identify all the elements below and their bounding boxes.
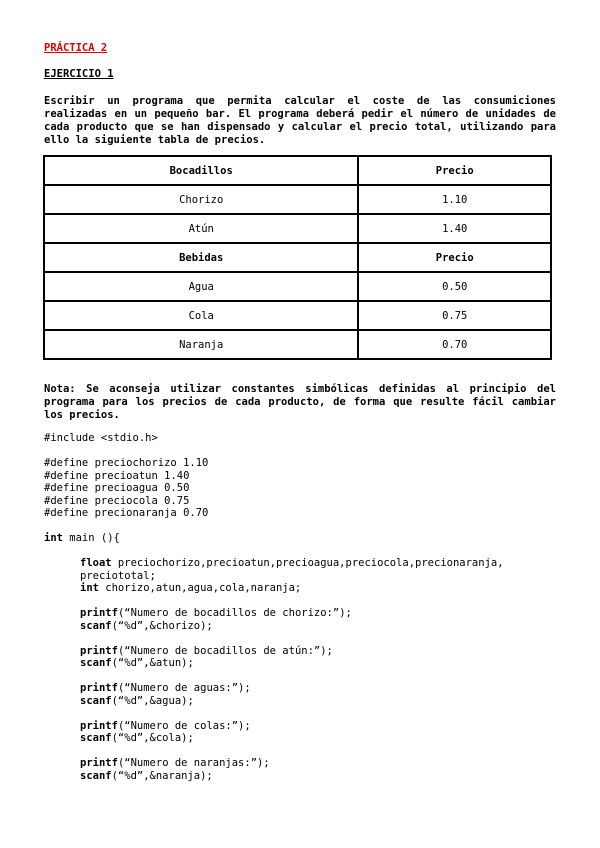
- table-row: [44, 185, 551, 214]
- code-line-define: #define preciochorizo 1.10: [44, 457, 209, 469]
- price-table: [43, 155, 552, 360]
- code-line-float-decl: [44, 557, 564, 570]
- code-text: (“Numero de bocadillos de chorizo:”);: [117, 607, 352, 619]
- code-text: (“%d”,&cola);: [111, 732, 194, 744]
- code-line-float-decl-cont: preciototal;: [80, 569, 156, 582]
- code-line-define: #define precioatun 1.40: [44, 469, 190, 482]
- code-text: (“Numero de bocadillos de atún:”);: [117, 644, 333, 657]
- note-paragraph: Nota: Se aconseja utilizar constantes simbólicas definidas al principio del programa para los precios de cada producto, de forma que resulte fácil cambiar los precios.: [44, 383, 556, 421]
- code-line-printf: [44, 757, 564, 770]
- product-cell: Chorizo: [44, 185, 358, 214]
- price-cell: 0.75: [358, 301, 551, 330]
- code-keyword: printf: [80, 644, 118, 657]
- table-row: [44, 214, 551, 243]
- practice-title: PRÁCTICA 2: [44, 42, 108, 54]
- code-keyword: float: [80, 557, 112, 569]
- code-keyword: printf: [80, 607, 118, 619]
- price-cell: 0.70: [358, 330, 551, 359]
- code-line-scanf: [44, 620, 564, 633]
- code-keyword: scanf: [80, 694, 112, 707]
- code-line-scanf: [44, 732, 564, 745]
- price-cell: 1.40: [358, 214, 551, 243]
- product-cell: Agua: [44, 272, 358, 301]
- code-text: (“Numero de colas:”);: [117, 719, 251, 732]
- price-cell: 0.50: [358, 272, 551, 301]
- table-header-cell: Bocadillos: [44, 156, 358, 185]
- product-cell: Naranja: [44, 330, 358, 359]
- table-row: [44, 301, 551, 330]
- code-text: (“%d”,&atun);: [111, 657, 194, 669]
- code-keyword: int: [44, 532, 63, 544]
- code-line-include: #include <stdio.h>: [44, 432, 158, 444]
- code-keyword: scanf: [80, 657, 112, 669]
- code-line-printf: [44, 645, 564, 658]
- table-header-row: [44, 243, 551, 272]
- code-line-define: #define precionaranja 0.70: [44, 507, 209, 519]
- code-keyword: printf: [80, 682, 118, 694]
- code-keyword: scanf: [80, 619, 112, 632]
- code-text: preciochorizo,precioatun,precioagua,preciocola,precionaranja,: [111, 557, 504, 569]
- code-line-int-decl: [44, 582, 564, 595]
- product-cell: Cola: [44, 301, 358, 330]
- table-row: [44, 330, 551, 359]
- code-line-printf: [44, 682, 564, 695]
- code-text: (“%d”,&agua);: [111, 694, 194, 707]
- code-keyword: int: [80, 582, 99, 594]
- exercise-heading: EJERCICIO 1: [44, 68, 114, 80]
- code-line-define: #define preciocola 0.75: [44, 494, 190, 507]
- table-header-cell: Precio: [358, 156, 551, 185]
- code-line-scanf: [44, 657, 564, 670]
- code-text: chorizo,atun,agua,cola,naranja;: [98, 582, 302, 594]
- code-keyword: scanf: [80, 732, 112, 744]
- code-listing: [44, 432, 564, 782]
- code-line-printf: [44, 607, 564, 620]
- product-cell: Atún: [44, 214, 358, 243]
- code-line-define: #define precioagua 0.50: [44, 482, 190, 494]
- code-line-main: [44, 532, 564, 545]
- code-text: (“Numero de aguas:”);: [117, 682, 251, 694]
- table-header-row: [44, 156, 551, 185]
- table-header-cell: Precio: [358, 243, 551, 272]
- code-text: (“%d”,&chorizo);: [111, 619, 213, 632]
- table-row: [44, 272, 551, 301]
- table-header-cell: Bebidas: [44, 243, 358, 272]
- code-keyword: printf: [80, 757, 118, 769]
- price-cell: 1.10: [358, 185, 551, 214]
- code-text: main (){: [62, 532, 120, 544]
- code-text: (“%d”,&naranja);: [111, 769, 213, 782]
- code-keyword: printf: [80, 719, 118, 732]
- code-line-scanf: [44, 695, 564, 708]
- code-line-printf: [44, 720, 564, 733]
- code-text: (“Numero de naranjas:”);: [117, 757, 270, 769]
- code-keyword: scanf: [80, 769, 112, 782]
- exercise-statement: Escribir un programa que permita calcular el coste de las consumiciones realizadas en un pequeño bar. El programa deberá pedir el número de unidades de cada producto que se han dispensado y calcular el precio total, utilizando para ello la siguiente tabla de precios.: [44, 95, 556, 146]
- code-line-scanf: [44, 770, 564, 783]
